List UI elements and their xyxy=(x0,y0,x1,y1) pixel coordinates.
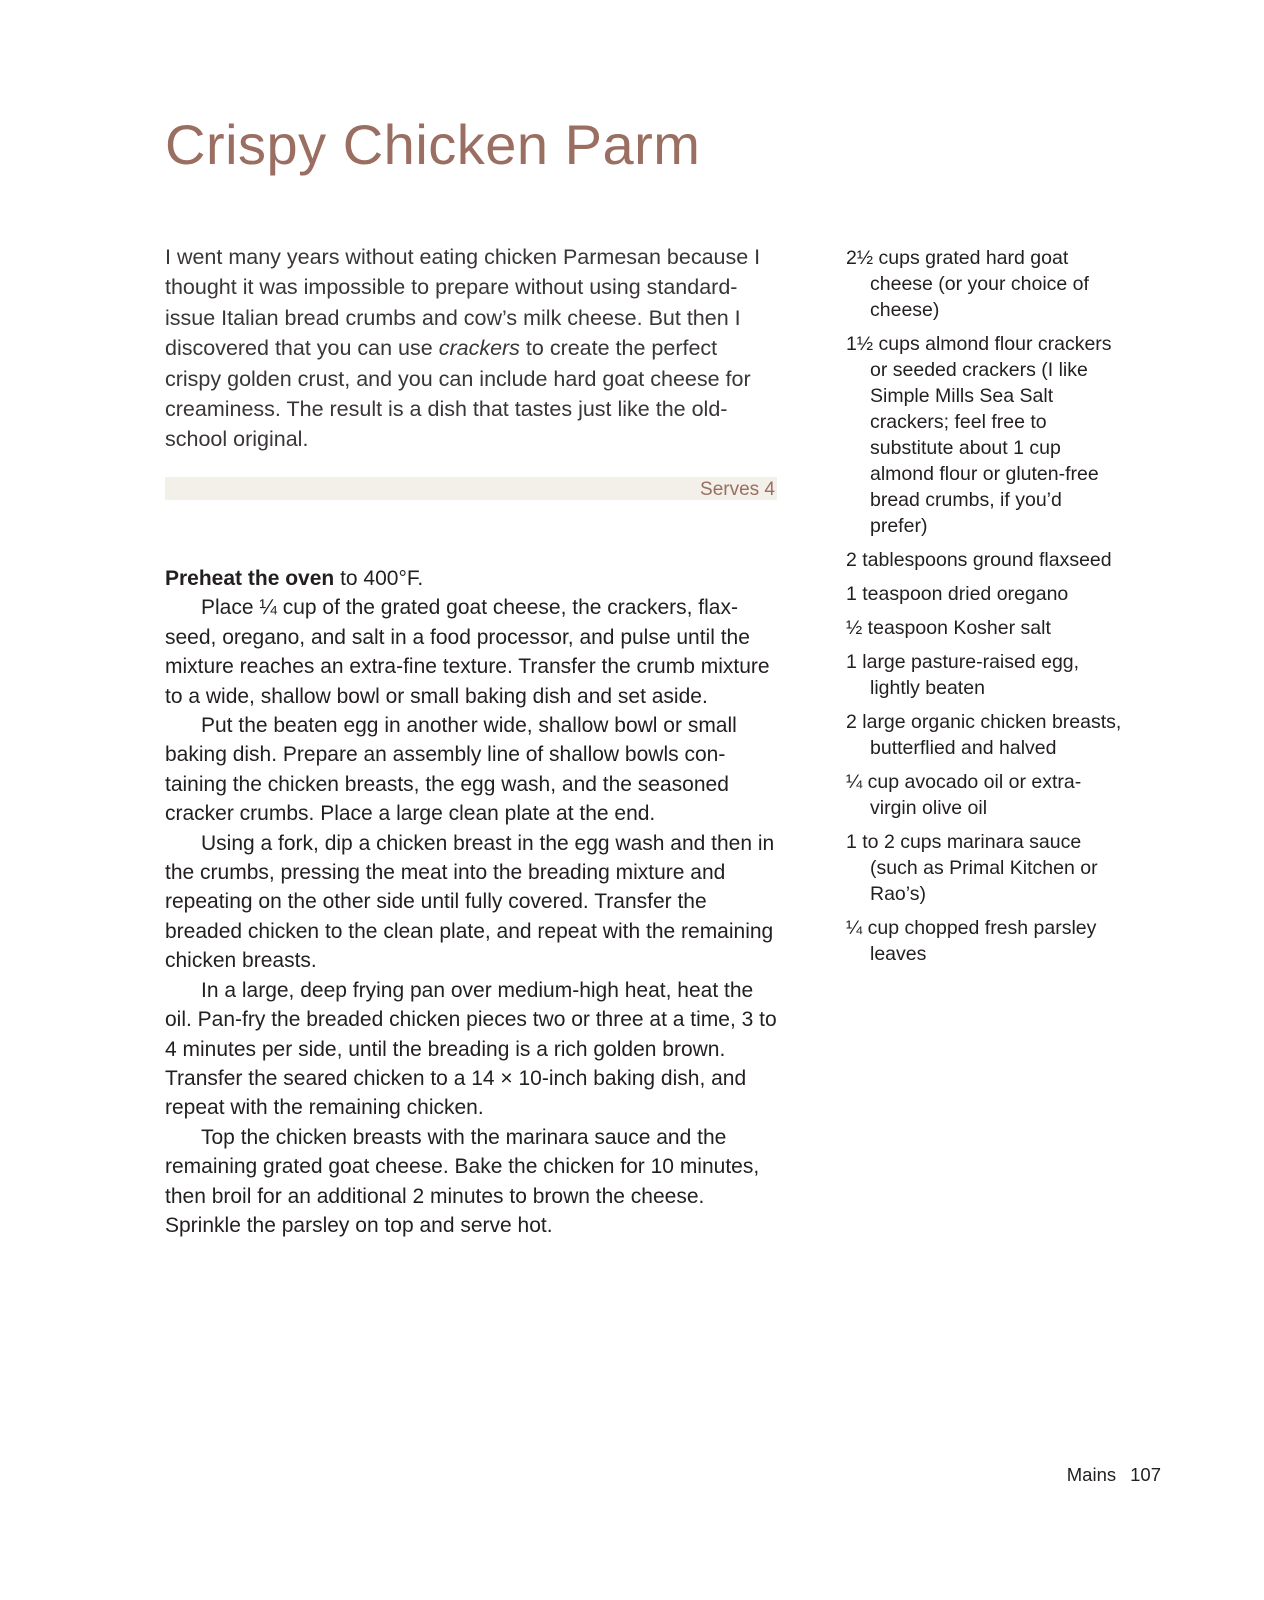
ingredient-item: 1 large pasture-raised egg, lightly beaten xyxy=(846,651,1080,699)
ingredient-item: ½ teaspoon Kosher salt xyxy=(846,617,1051,639)
page-footer xyxy=(1067,1463,1161,1487)
footer-section-name: Mains xyxy=(1066,1464,1117,1485)
method-step: In a large, deep frying pan over medium-high heat, heat the oil. Pan-fry the breaded chicken pieces two or three at a time, 3 to 4 minutes per side, until the breading is a rich golden brown. Transfer the seared chicken to a 14 × 10-inch baking dish, and repeat with the remaining chicken. xyxy=(165,978,777,1120)
intro-text-end: to create the perfect crispy golden crust, and you can include hard goat cheese for creaminess. The result is a dish that tastes just like the old-school original. xyxy=(165,336,751,452)
page-number: 107 xyxy=(1130,1464,1161,1485)
ingredient-item: ¼ cup chopped fresh parsley leaves xyxy=(846,917,1097,965)
page-title: Crispy Chicken Parm xyxy=(165,113,701,176)
ingredient-item: 2 large organic chicken breasts, butterflied and halved xyxy=(846,711,1122,759)
method-step: Using a fork, dip a chicken breast in the egg wash and then in the crumbs, pressing the meat into the breading mixture and repeating on the other side until fully covered. Transfer the breaded chicken to the clean plate, and repeat with the remaining chicken breasts. xyxy=(165,831,775,973)
method-section xyxy=(165,564,777,1240)
method-lead-rest: to 400°F. xyxy=(334,567,424,590)
method-step: Put the beaten egg in another wide, shallow bowl or small baking dish. Prepare an assembly line of shallow bowls containing the chicken breasts, the egg wash, and the seasoned cracker crumbs. Place a large clean plate at the end. xyxy=(165,714,737,826)
ingredient-item: 1½ cups almond flour crackers or seeded crackers (I like Simple Mills Sea Salt crackers; feel free to substitute about 1 cup almond flour or gluten-free bread crumbs, if you’d prefer) xyxy=(846,333,1112,537)
intro-italic-word: crackers xyxy=(438,336,520,361)
method-step: Top the chicken breasts with the marinara sauce and the remaining grated goat cheese. Bake the chicken for 10 minutes, then broil for an additional 2 minutes to brown the cheese. Sprinkle the parsley on top and serve hot. xyxy=(165,1125,760,1237)
method-step-preheat xyxy=(165,564,777,593)
method-lead-in: Preheat the oven xyxy=(165,567,335,590)
serves-bar xyxy=(165,477,777,500)
recipe-intro xyxy=(165,242,777,455)
intro-text-start: I went many years without eating chicken Parmesan because I thought it was impossible to prepare without using standard-issue Italian bread crumbs and cow’s milk cheese. But then I discovered that you can use xyxy=(165,245,761,361)
ingredient-item: ¼ cup avocado oil or extra-virgin olive oil xyxy=(846,771,1082,819)
ingredient-item: 1 to 2 cups marinara sauce (such as Primal Kitchen or Rao’s) xyxy=(846,831,1098,905)
serves-label: Serves 4 xyxy=(700,479,775,500)
ingredient-list xyxy=(846,245,1124,975)
ingredient-item: 2 tablespoons ground flaxseed xyxy=(846,549,1112,571)
ingredient-item: 2½ cups grated hard goat cheese (or your choice of cheese) xyxy=(846,247,1089,321)
ingredient-item: 1 teaspoon dried oregano xyxy=(846,583,1069,605)
method-step: Place ¼ cup of the grated goat cheese, the crackers, flaxseed, oregano, and salt in a food processor, and pulse until the mixture reaches an extra-fine texture. Transfer the crumb mixture to a wide, shallow bowl or small baking dish and set aside. xyxy=(165,596,770,708)
